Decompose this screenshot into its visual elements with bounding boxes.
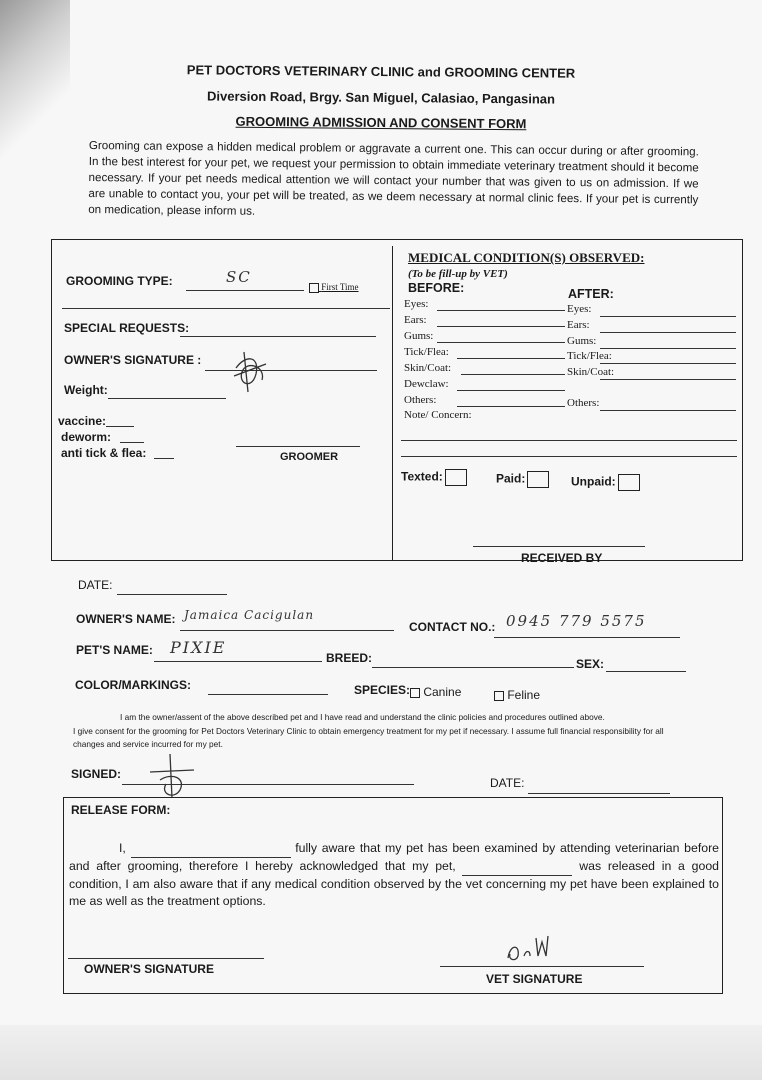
canine-option[interactable] (410, 685, 461, 699)
received-by-label: RECEIVED BY (521, 551, 603, 565)
before-item-line[interactable] (457, 406, 565, 407)
before-label: BEFORE: (408, 281, 465, 295)
owner-name-line (180, 630, 394, 631)
first-time-label: First Time (321, 282, 359, 292)
consent-line-2: I give consent for the grooming for Pet Doctors Veterinary Clinic to obtain emergency treatment for my pet if necessary. I assume full financial responsibility for all changes and service incurred for my pet. (73, 726, 664, 749)
after-item-line[interactable] (600, 348, 736, 349)
paid-checkbox[interactable] (527, 471, 549, 488)
contact-line (494, 637, 680, 638)
weight-label: Weight: (64, 383, 108, 397)
weight-line (108, 398, 226, 399)
deworm-label: deworm: (61, 430, 112, 444)
special-requests-label: SPECIAL REQUESTS: (64, 321, 190, 335)
sex-label: SEX: (576, 657, 605, 671)
grooming-type-line (186, 290, 304, 291)
after-item: Eyes: (567, 303, 592, 315)
groomer-label: GROOMER (280, 451, 339, 463)
breed-line (372, 667, 574, 668)
before-item-line[interactable] (457, 358, 565, 359)
feline-option[interactable] (494, 688, 540, 702)
paid-option[interactable] (496, 471, 549, 488)
vet-signature-line (440, 966, 644, 967)
date-label: DATE: (78, 578, 113, 592)
form-title: GROOMING ADMISSION AND CONSENT FORM (235, 113, 527, 132)
release-owner-signature-line (68, 958, 264, 959)
owner-name-label: OWNER'S NAME: (76, 612, 176, 626)
color-markings-label: COLOR/MARKINGS: (75, 678, 191, 692)
after-item-line[interactable] (600, 410, 736, 411)
release-owner-signature-label: OWNER'S SIGNATURE (84, 962, 214, 976)
before-item-line[interactable] (457, 390, 565, 391)
signed-scribble (146, 750, 198, 802)
grooming-type-label: GROOMING TYPE: (66, 274, 173, 288)
before-item-line[interactable] (437, 342, 565, 343)
after-item: Gums: (567, 335, 597, 347)
after-item-line[interactable] (600, 363, 736, 364)
before-item-line[interactable] (437, 326, 565, 327)
box-divider (392, 246, 393, 560)
pet-name-line (154, 661, 322, 662)
before-item: Skin/Coat: (404, 362, 452, 374)
pet-name-value[interactable]: PIXIE (170, 638, 227, 657)
after-item: Ears: (567, 319, 590, 331)
scan-shadow (0, 0, 70, 160)
release-text-1: I, (119, 841, 126, 855)
unpaid-label: Unpaid: (571, 474, 616, 489)
unpaid-option[interactable] (571, 474, 640, 491)
after-item: Others: (567, 397, 600, 409)
breed-label: BREED: (326, 651, 373, 665)
before-item: Note/ Concern: (404, 409, 472, 421)
paid-label: Paid: (496, 471, 526, 486)
after-item: Tick/Flea: (567, 350, 612, 362)
owner-signature-label: OWNER'S SIGNATURE : (64, 353, 202, 367)
first-time-option[interactable] (309, 282, 359, 293)
antitick-label: anti tick & flea: (61, 446, 147, 460)
texted-label: Texted: (401, 469, 443, 484)
before-item: Ears: (404, 314, 427, 326)
clinic-address: Diversion Road, Brgy. San Miguel, Calasiao, Pangasinan (206, 88, 556, 107)
release-pet-blank[interactable] (462, 858, 572, 876)
consent-date-line (528, 793, 670, 794)
pet-name-label: PET'S NAME: (76, 643, 153, 657)
before-item: Eyes: (404, 298, 429, 310)
canine-label: Canine (423, 685, 462, 699)
unpaid-checkbox[interactable] (618, 474, 640, 491)
grooming-type-value[interactable]: SC (226, 268, 252, 286)
signed-label: SIGNED: (71, 767, 122, 781)
antitick-line (154, 458, 174, 459)
after-item: Skin/Coat: (567, 366, 615, 378)
vet-signature-scribble (504, 934, 554, 964)
grooming-extra-line (62, 308, 390, 309)
vaccine-label: vaccine: (58, 414, 107, 428)
after-label: AFTER: (568, 287, 614, 301)
date-line (117, 594, 227, 595)
color-markings-line (208, 694, 328, 695)
texted-checkbox[interactable] (445, 469, 467, 486)
groomer-line (236, 446, 360, 447)
consent-line-1: I am the owner/assent of the above described pet and I have read and understand the clinic policies and procedures outlined above. (120, 712, 605, 722)
before-item: Tick/Flea: (404, 346, 449, 358)
contact-label: CONTACT NO.: (409, 620, 496, 634)
clinic-name: PET DOCTORS VETERINARY CLINIC and GROOMING CENTER (186, 62, 576, 81)
note-line-2 (401, 456, 737, 457)
release-paragraph (69, 840, 719, 910)
medical-subtitle: (To be fill-up by VET) (408, 268, 508, 280)
received-by-line (473, 546, 645, 547)
owner-signature-scribble (226, 346, 276, 396)
after-item-line[interactable] (600, 332, 736, 333)
release-text-2: fully aware that my pet has been examined by attending veterinarian before and after grooming, therefore I hereby acknowledged that my pet, (69, 841, 720, 873)
intro-paragraph: Grooming can expose a hidden medical problem or aggravate a current one. This can occur during or after grooming. In the best interest for your pet, we request your permission to obtain immediate veterinary treatment should it become necessary. If your pet needs medical attention we will contact your number that was given to us on admission. If we are unable to contact you, your pet will be treated, as we deem necessary at normal clinic fees. If your pet is currently on medication, please inform us. (88, 138, 699, 218)
contact-value[interactable]: 0945 779 5575 (506, 612, 647, 630)
before-item: Dewclaw: (404, 378, 449, 390)
first-time-checkbox[interactable] (309, 283, 319, 293)
special-requests-line (180, 336, 376, 337)
medical-title: MEDICAL CONDITION(S) OBSERVED: (408, 250, 645, 265)
texted-option[interactable] (401, 469, 467, 486)
scan-edge (0, 1025, 762, 1080)
before-item-line[interactable] (461, 374, 565, 375)
release-title: RELEASE FORM: (71, 803, 171, 817)
vet-signature-label: VET SIGNATURE (486, 972, 583, 986)
before-item: Gums: (404, 330, 434, 342)
vaccine-line (106, 426, 134, 427)
consent-date-label: DATE: (490, 776, 525, 790)
before-item: Others: (404, 394, 437, 406)
before-item-line[interactable] (437, 310, 565, 311)
release-owner-blank[interactable] (131, 840, 291, 858)
canine-checkbox[interactable] (410, 688, 420, 698)
owner-name-value[interactable]: Jamaica Cacigulan (184, 608, 315, 622)
sex-line (606, 671, 686, 672)
note-line-1 (401, 440, 737, 441)
feline-checkbox[interactable] (494, 691, 504, 701)
after-item-line[interactable] (600, 316, 736, 317)
after-item-line[interactable] (600, 379, 736, 380)
species-label: SPECIES: (354, 683, 411, 697)
release-text-3: was released in a good condition, I am also aware that if any medical condition observed by the vet concerning my pet have been explained to me as well as the treatment options. (69, 859, 719, 908)
deworm-line (120, 442, 144, 443)
feline-label: Feline (507, 688, 541, 702)
